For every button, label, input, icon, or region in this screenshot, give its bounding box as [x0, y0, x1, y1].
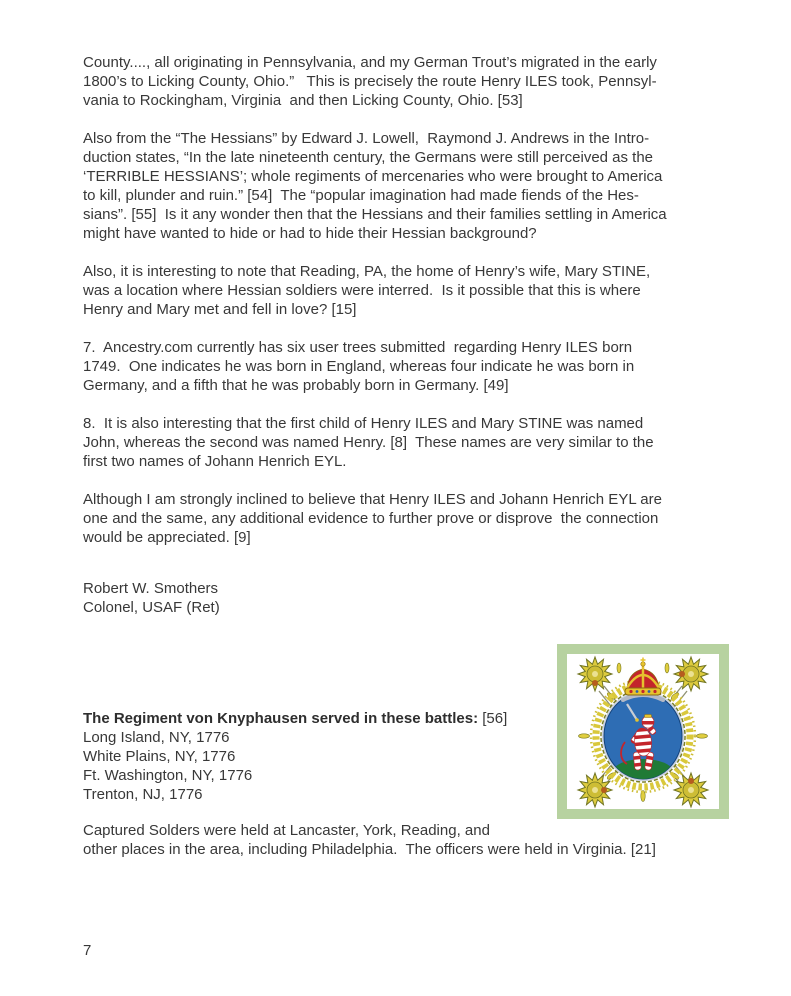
battle-item: White Plains, NY, 1776 [83, 748, 236, 765]
text-line: to kill, plunder and ruin.” [54] The “popular imagination had made fiends of the Hes- [83, 187, 639, 204]
text-line: ‘TERRIBLE HESSIANS’; whole regiments of mercenaries who were brought to America [83, 168, 663, 185]
paragraph [83, 414, 667, 471]
text-line: Henry and Mary met and fell in love? [15] [83, 301, 357, 318]
text-line: duction states, “In the late nineteenth century, the Germans were still perceived as the [83, 149, 654, 166]
text-line: 1749. One indicates he was born in England, whereas four indicate he was born in [83, 358, 635, 375]
paragraph [83, 262, 667, 319]
coat-of-arms [557, 644, 729, 819]
text-line: 1800’s to Licking County, Ohio.” This is precisely the route Henry ILES took, Pennsyl- [83, 73, 657, 90]
text-line: John, whereas the second was named Henry. [8] These names are very similar to the [83, 434, 654, 451]
text-line: other places in the area, including Philadelphia. The officers were held in Virginia. [21] [83, 841, 656, 858]
signature-title: Colonel, USAF (Ret) [83, 599, 220, 616]
captured-paragraph [83, 821, 667, 859]
text-line: Captured Solders were held at Lancaster, York, Reading, and [83, 822, 490, 839]
text-line: would be appreciated. [9] [83, 529, 251, 546]
text-line: Germany, and a fifth that he was probably born in Germany. [49] [83, 377, 509, 394]
text-line: 8. It is also interesting that the first child of Henry ILES and Mary STINE was named [83, 415, 644, 432]
page-number: 7 [83, 942, 92, 959]
battle-item: Long Island, NY, 1776 [83, 729, 230, 746]
document-text [83, 53, 667, 960]
battles-heading: The Regiment von Knyphausen served in these battles: [83, 710, 479, 727]
citation-ref: [56] [478, 710, 508, 727]
text-line: Although I am strongly inclined to believe that Henry ILES and Johann Henrich EYL are [83, 491, 662, 508]
battle-item: Trenton, NJ, 1776 [83, 786, 203, 803]
paragraph [83, 490, 667, 547]
text-line: County...., all originating in Pennsylvania, and my German Trout’s migrated in the early [83, 54, 657, 71]
text-line: Also, it is interesting to note that Reading, PA, the home of Henry’s wife, Mary STINE, [83, 263, 651, 280]
text-line: sians”. [55] Is it any wonder then that the Hessians and their families settling in America [83, 206, 667, 223]
text-line: one and the same, any additional evidence to further prove or disprove the connection [83, 510, 659, 527]
text-line: Also from the “The Hessians” by Edward J. Lowell, Raymond J. Andrews in the Intro- [83, 130, 650, 147]
battle-item: Ft. Washington, NY, 1776 [83, 767, 253, 784]
text-line: vania to Rockingham, Virginia and then Licking County, Ohio. [53] [83, 92, 523, 109]
text-line: might have wanted to hide or had to hide their Hessian background? [83, 225, 537, 242]
paragraph [83, 338, 667, 395]
text-line: 7. Ancestry.com currently has six user trees submitted regarding Henry ILES born [83, 339, 633, 356]
signature-name: Robert W. Smothers [83, 580, 219, 597]
knyphausen-flag-image [557, 644, 729, 819]
text-line: was a location where Hessian soldiers were interred. Is it possible that this is where [83, 282, 641, 299]
paragraph [83, 129, 667, 243]
signature-block [83, 579, 667, 617]
paragraph [83, 53, 667, 110]
text-line: first two names of Johann Henrich EYL. [83, 453, 347, 470]
